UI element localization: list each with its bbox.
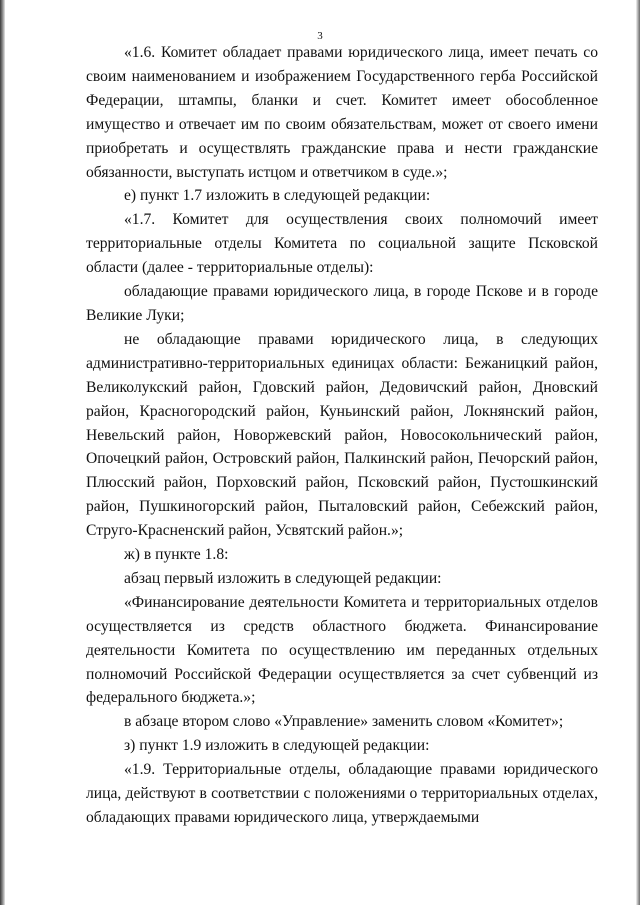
paragraph-second-abzac: в абзаце втором слово «Управление» заменить словом «Комитет»; xyxy=(124,713,564,731)
paragraph-1-6: «1.6. Комитет обладает правами юридического лица, имеет печать со своим наименованием и изображением Государственного герба Российской Федерации, штампы, бланки и счет. Комитет имеет обособленное имущество и отвечает им по своим обязательствам, может от своего имени приобретать и осуществлять гражданские права и нести гражданские обязанности, выступать истцом и ответчиком в суде.»; xyxy=(86,44,598,181)
paragraph-item-zh: ж) в пункте 1.8: xyxy=(124,546,229,564)
document-body xyxy=(86,41,598,830)
paragraph-non-legal-entity-offices: не обладающие правами юридического лица, в следующих административно-территориальных единицах области: Бежаницкий район, Великолукский район, Гдовский район, Дедовичский район, Дновский район, Красногородский район, Куньинский район, Локнянский район, Невельский район, Новоржевский район, Новосокольнический район, Опочецкий район, Островский район, Палкинский район, Печорский район, Плюсский район, Порховский район, Псковский район, Пустошкинский район, Пушкиногорский район, Пыталовский район, Себежский район, Струго-Красненский район, Усвятский район.»; xyxy=(86,330,598,540)
paragraph-financing: «Финансирование деятельности Комитета и территориальных отделов осуществляется из средств областного бюджета. Финансирование деятельности Комитета по осуществлению им переданных отдельных полномочий Российской Федерации осуществляется за счет субвенций из федерального бюджета.»; xyxy=(86,593,598,707)
paragraph-1-7: «1.7. Комитет для осуществления своих полномочий имеет территориальные отделы Комитета по социальной защите Псковской области (далее - территориальные отделы): xyxy=(86,211,598,277)
page-number: 3 xyxy=(317,30,323,42)
paragraph-item-z: з) пункт 1.9 изложить в следующей редакции: xyxy=(124,737,430,755)
paragraph-legal-entity-offices: обладающие правами юридического лица, в городе Пскове и в городе Великие Луки; xyxy=(86,283,598,324)
scan-edge-right xyxy=(636,0,640,905)
paragraph-item-e: е) пункт 1.7 изложить в следующей редакции: xyxy=(124,187,431,205)
paragraph-1-9: «1.9. Территориальные отделы, обладающие правами юридического лица, действуют в соответствии с положениями о территориальных отделах, обладающих правами юридического лица, утверждаемыми xyxy=(86,761,598,826)
scan-edge-left xyxy=(0,0,5,905)
paragraph-first-abzac: абзац первый изложить в следующей редакции: xyxy=(124,569,442,587)
